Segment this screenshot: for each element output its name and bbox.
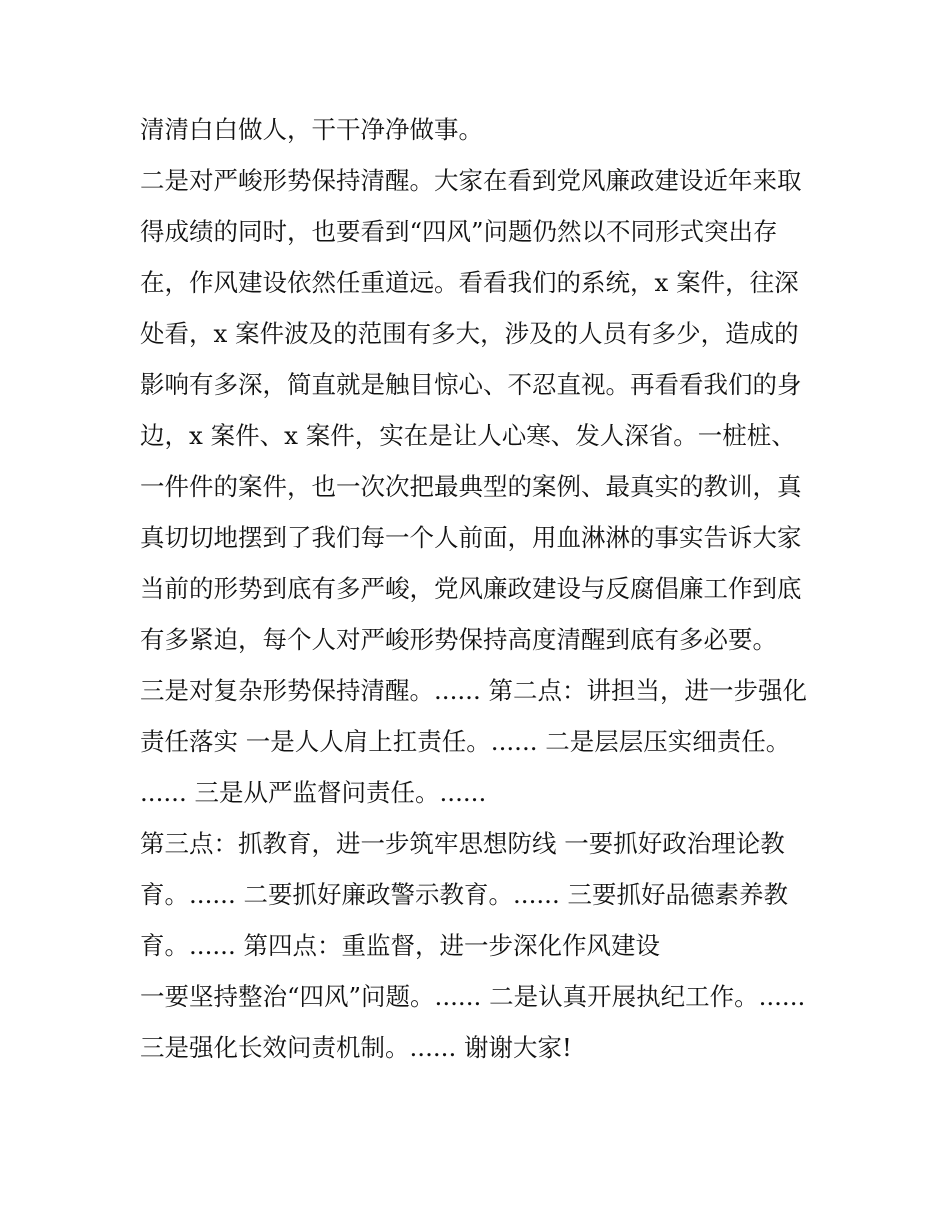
text-line: 三是对复杂形势保持清醒。...... 第二点：讲担当，进一步强化 — [140, 676, 808, 705]
text-line: 育。...... 第四点：重监督，进一步深化作风建设 — [140, 931, 661, 960]
text-line: 边，x 案件、x 案件，实在是让人心寒、发人深省。一桩桩、 — [140, 421, 796, 450]
text-line: 真切切地摆到了我们每一个人前面，用血淋淋的事实告诉大家 — [140, 523, 802, 552]
text-line: 得成绩的同时，也要看到“四风”问题仍然以不同形式突出存 — [140, 217, 778, 246]
text-line: 影响有多深，简直就是触目惊心、不忍直视。再看看我们的身 — [140, 370, 802, 399]
text-line: 责任落实 一是人人肩上扛责任。...... 二是层层压实细责任。 — [140, 727, 791, 756]
text-line: ...... 三是从严监督问责任。...... — [140, 778, 487, 807]
text-line: 清清白白做人，干干净净做事。 — [140, 115, 483, 144]
text-line: 三是强化长效问责机制。...... 谢谢大家! — [140, 1033, 572, 1062]
text-line: 二是对严峻形势保持清醒。大家在看到党风廉政建设近年来取 — [140, 166, 802, 195]
text-line: 一件件的案件，也一次次把最典型的案例、最真实的教训，真 — [140, 472, 802, 501]
text-line: 一要坚持整治“四风”问题。...... 二是认真开展执纪工作。...... — [140, 982, 806, 1011]
text-line: 第三点：抓教育，进一步筑牢思想防线 一要抓好政治理论教 — [140, 829, 785, 858]
body-text — [140, 110, 820, 1079]
text-line: 有多紧迫，每个人对严峻形势保持高度清醒到底有多必要。 — [140, 625, 777, 654]
text-line: 在，作风建设依然任重道远。看看我们的系统，x 案件，往深 — [140, 268, 799, 297]
text-line: 当前的形势到底有多严峻，党风廉政建设与反腐倡廉工作到底 — [140, 574, 802, 603]
text-line: 育。...... 二要抓好廉政警示教育。...... 三要抓好品德素养教 — [140, 880, 789, 909]
text-line: 处看，x 案件波及的范围有多大，涉及的人员有多少，造成的 — [140, 319, 799, 348]
